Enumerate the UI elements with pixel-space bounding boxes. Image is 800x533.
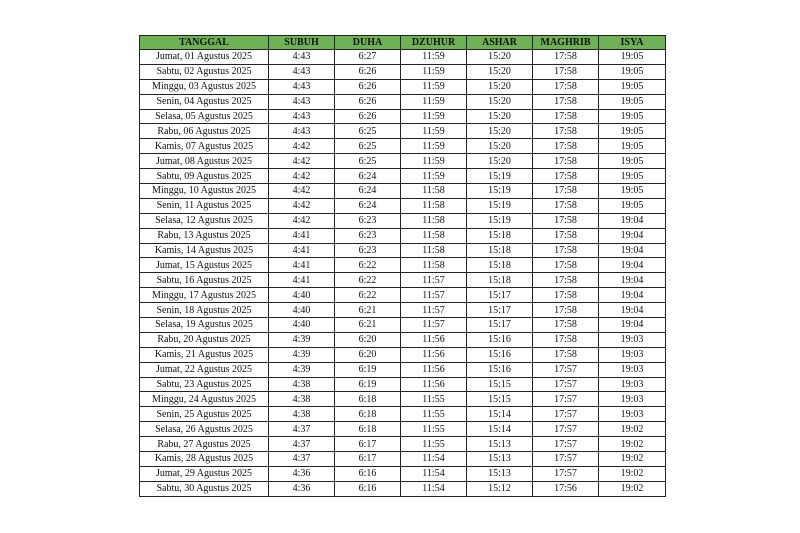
- table-row: [140, 109, 666, 124]
- subuh-cell: 4:38: [269, 377, 335, 392]
- maghrib-cell: 17:57: [533, 392, 599, 407]
- duha-cell: 6:23: [335, 213, 401, 228]
- table-row: [140, 437, 666, 452]
- dzuhur-cell: 11:57: [401, 273, 467, 288]
- subuh-cell: 4:41: [269, 228, 335, 243]
- header-row: [140, 36, 666, 50]
- dzuhur-cell: 11:57: [401, 303, 467, 318]
- ashar-cell: 15:20: [467, 50, 533, 65]
- dzuhur-cell: 11:56: [401, 377, 467, 392]
- subuh-cell: 4:41: [269, 258, 335, 273]
- table-header: [140, 36, 666, 50]
- dzuhur-cell: 11:59: [401, 79, 467, 94]
- maghrib-cell: 17:58: [533, 184, 599, 199]
- duha-cell: 6:26: [335, 79, 401, 94]
- ashar-cell: 15:16: [467, 347, 533, 362]
- isya-cell: 19:03: [599, 377, 666, 392]
- maghrib-cell: 17:58: [533, 154, 599, 169]
- duha-cell: 6:26: [335, 64, 401, 79]
- table-row: [140, 273, 666, 288]
- ashar-cell: 15:14: [467, 407, 533, 422]
- dzuhur-cell: 11:59: [401, 154, 467, 169]
- ashar-cell: 15:16: [467, 362, 533, 377]
- subuh-cell: 4:38: [269, 407, 335, 422]
- duha-cell: 6:18: [335, 407, 401, 422]
- subuh-cell: 4:42: [269, 139, 335, 154]
- table-row: [140, 198, 666, 213]
- duha-cell: 6:17: [335, 452, 401, 467]
- table-row: [140, 258, 666, 273]
- isya-cell: 19:03: [599, 332, 666, 347]
- date-cell: Selasa, 12 Agustus 2025: [140, 213, 269, 228]
- isya-cell: 19:04: [599, 273, 666, 288]
- date-cell: Selasa, 26 Agustus 2025: [140, 422, 269, 437]
- table-row: [140, 303, 666, 318]
- isya-cell: 19:04: [599, 303, 666, 318]
- maghrib-cell: 17:58: [533, 109, 599, 124]
- table-row: [140, 139, 666, 154]
- maghrib-cell: 17:57: [533, 452, 599, 467]
- subuh-cell: 4:42: [269, 198, 335, 213]
- dzuhur-cell: 11:57: [401, 318, 467, 333]
- table-row: [140, 124, 666, 139]
- subuh-cell: 4:42: [269, 154, 335, 169]
- table-row: [140, 50, 666, 65]
- maghrib-cell: 17:57: [533, 422, 599, 437]
- date-cell: Rabu, 27 Agustus 2025: [140, 437, 269, 452]
- maghrib-cell: 17:57: [533, 407, 599, 422]
- subuh-cell: 4:43: [269, 64, 335, 79]
- ashar-cell: 15:18: [467, 273, 533, 288]
- duha-cell: 6:24: [335, 169, 401, 184]
- header-dzuhur: DZUHUR: [401, 36, 467, 50]
- table-row: [140, 407, 666, 422]
- table-row: [140, 94, 666, 109]
- subuh-cell: 4:40: [269, 303, 335, 318]
- isya-cell: 19:05: [599, 198, 666, 213]
- date-cell: Senin, 25 Agustus 2025: [140, 407, 269, 422]
- duha-cell: 6:23: [335, 228, 401, 243]
- isya-cell: 19:05: [599, 50, 666, 65]
- duha-cell: 6:16: [335, 481, 401, 496]
- subuh-cell: 4:39: [269, 347, 335, 362]
- ashar-cell: 15:20: [467, 94, 533, 109]
- duha-cell: 6:26: [335, 94, 401, 109]
- dzuhur-cell: 11:58: [401, 198, 467, 213]
- ashar-cell: 15:20: [467, 109, 533, 124]
- date-cell: Selasa, 19 Agustus 2025: [140, 318, 269, 333]
- maghrib-cell: 17:57: [533, 437, 599, 452]
- ashar-cell: 15:16: [467, 332, 533, 347]
- duha-cell: 6:22: [335, 258, 401, 273]
- date-cell: Jumat, 08 Agustus 2025: [140, 154, 269, 169]
- isya-cell: 19:05: [599, 79, 666, 94]
- header-maghrib: MAGHRIB: [533, 36, 599, 50]
- maghrib-cell: 17:58: [533, 79, 599, 94]
- dzuhur-cell: 11:55: [401, 437, 467, 452]
- isya-cell: 19:04: [599, 258, 666, 273]
- table-row: [140, 362, 666, 377]
- ashar-cell: 15:17: [467, 303, 533, 318]
- dzuhur-cell: 11:58: [401, 184, 467, 199]
- duha-cell: 6:25: [335, 139, 401, 154]
- date-cell: Jumat, 29 Agustus 2025: [140, 466, 269, 481]
- date-cell: Sabtu, 09 Agustus 2025: [140, 169, 269, 184]
- date-cell: Senin, 11 Agustus 2025: [140, 198, 269, 213]
- date-cell: Minggu, 10 Agustus 2025: [140, 184, 269, 199]
- duha-cell: 6:18: [335, 392, 401, 407]
- dzuhur-cell: 11:59: [401, 139, 467, 154]
- duha-cell: 6:20: [335, 332, 401, 347]
- isya-cell: 19:05: [599, 169, 666, 184]
- dzuhur-cell: 11:54: [401, 466, 467, 481]
- header-tanggal: TANGGAL: [140, 36, 269, 50]
- subuh-cell: 4:37: [269, 452, 335, 467]
- duha-cell: 6:20: [335, 347, 401, 362]
- subuh-cell: 4:40: [269, 318, 335, 333]
- isya-cell: 19:02: [599, 452, 666, 467]
- maghrib-cell: 17:58: [533, 303, 599, 318]
- maghrib-cell: 17:56: [533, 481, 599, 496]
- table-row: [140, 332, 666, 347]
- isya-cell: 19:03: [599, 347, 666, 362]
- ashar-cell: 15:13: [467, 452, 533, 467]
- ashar-cell: 15:14: [467, 422, 533, 437]
- ashar-cell: 15:20: [467, 64, 533, 79]
- maghrib-cell: 17:57: [533, 377, 599, 392]
- maghrib-cell: 17:58: [533, 213, 599, 228]
- ashar-cell: 15:17: [467, 288, 533, 303]
- table-row: [140, 169, 666, 184]
- duha-cell: 6:27: [335, 50, 401, 65]
- dzuhur-cell: 11:58: [401, 228, 467, 243]
- subuh-cell: 4:42: [269, 184, 335, 199]
- maghrib-cell: 17:58: [533, 169, 599, 184]
- subuh-cell: 4:39: [269, 332, 335, 347]
- header-ashar: ASHAR: [467, 36, 533, 50]
- subuh-cell: 4:42: [269, 169, 335, 184]
- isya-cell: 19:04: [599, 318, 666, 333]
- subuh-cell: 4:40: [269, 288, 335, 303]
- ashar-cell: 15:18: [467, 243, 533, 258]
- date-cell: Minggu, 03 Agustus 2025: [140, 79, 269, 94]
- isya-cell: 19:04: [599, 228, 666, 243]
- table-row: [140, 392, 666, 407]
- date-cell: Jumat, 22 Agustus 2025: [140, 362, 269, 377]
- dzuhur-cell: 11:55: [401, 422, 467, 437]
- ashar-cell: 15:20: [467, 124, 533, 139]
- dzuhur-cell: 11:54: [401, 481, 467, 496]
- date-cell: Kamis, 07 Agustus 2025: [140, 139, 269, 154]
- maghrib-cell: 17:58: [533, 258, 599, 273]
- date-cell: Rabu, 20 Agustus 2025: [140, 332, 269, 347]
- subuh-cell: 4:38: [269, 392, 335, 407]
- duha-cell: 6:25: [335, 124, 401, 139]
- subuh-cell: 4:41: [269, 273, 335, 288]
- maghrib-cell: 17:58: [533, 243, 599, 258]
- maghrib-cell: 17:58: [533, 228, 599, 243]
- ashar-cell: 15:19: [467, 184, 533, 199]
- table-row: [140, 318, 666, 333]
- maghrib-cell: 17:58: [533, 318, 599, 333]
- date-cell: Kamis, 14 Agustus 2025: [140, 243, 269, 258]
- date-cell: Rabu, 06 Agustus 2025: [140, 124, 269, 139]
- isya-cell: 19:04: [599, 288, 666, 303]
- table-row: [140, 347, 666, 362]
- dzuhur-cell: 11:56: [401, 347, 467, 362]
- ashar-cell: 15:19: [467, 169, 533, 184]
- duha-cell: 6:21: [335, 318, 401, 333]
- isya-cell: 19:05: [599, 124, 666, 139]
- isya-cell: 19:02: [599, 437, 666, 452]
- duha-cell: 6:18: [335, 422, 401, 437]
- ashar-cell: 15:18: [467, 228, 533, 243]
- duha-cell: 6:24: [335, 184, 401, 199]
- duha-cell: 6:24: [335, 198, 401, 213]
- ashar-cell: 15:20: [467, 154, 533, 169]
- duha-cell: 6:16: [335, 466, 401, 481]
- isya-cell: 19:02: [599, 481, 666, 496]
- isya-cell: 19:03: [599, 362, 666, 377]
- table-row: [140, 288, 666, 303]
- ashar-cell: 15:20: [467, 139, 533, 154]
- duha-cell: 6:25: [335, 154, 401, 169]
- table-row: [140, 422, 666, 437]
- header-isya: ISYA: [599, 36, 666, 50]
- header-subuh: SUBUH: [269, 36, 335, 50]
- table-row: [140, 213, 666, 228]
- table-row: [140, 184, 666, 199]
- subuh-cell: 4:43: [269, 94, 335, 109]
- date-cell: Selasa, 05 Agustus 2025: [140, 109, 269, 124]
- subuh-cell: 4:36: [269, 481, 335, 496]
- ashar-cell: 15:13: [467, 437, 533, 452]
- date-cell: Sabtu, 30 Agustus 2025: [140, 481, 269, 496]
- date-cell: Rabu, 13 Agustus 2025: [140, 228, 269, 243]
- duha-cell: 6:22: [335, 273, 401, 288]
- ashar-cell: 15:20: [467, 79, 533, 94]
- maghrib-cell: 17:58: [533, 198, 599, 213]
- ashar-cell: 15:15: [467, 392, 533, 407]
- isya-cell: 19:05: [599, 154, 666, 169]
- dzuhur-cell: 11:58: [401, 243, 467, 258]
- subuh-cell: 4:43: [269, 79, 335, 94]
- subuh-cell: 4:43: [269, 50, 335, 65]
- maghrib-cell: 17:58: [533, 288, 599, 303]
- dzuhur-cell: 11:57: [401, 288, 467, 303]
- subuh-cell: 4:42: [269, 213, 335, 228]
- maghrib-cell: 17:58: [533, 332, 599, 347]
- prayer-schedule-table: [139, 35, 666, 497]
- table-row: [140, 79, 666, 94]
- dzuhur-cell: 11:58: [401, 258, 467, 273]
- ashar-cell: 15:15: [467, 377, 533, 392]
- ashar-cell: 15:19: [467, 213, 533, 228]
- table-body: [140, 50, 666, 497]
- duha-cell: 6:21: [335, 303, 401, 318]
- dzuhur-cell: 11:56: [401, 362, 467, 377]
- table-row: [140, 228, 666, 243]
- subuh-cell: 4:43: [269, 109, 335, 124]
- ashar-cell: 15:19: [467, 198, 533, 213]
- table-row: [140, 154, 666, 169]
- maghrib-cell: 17:58: [533, 124, 599, 139]
- isya-cell: 19:05: [599, 109, 666, 124]
- isya-cell: 19:03: [599, 392, 666, 407]
- isya-cell: 19:05: [599, 139, 666, 154]
- dzuhur-cell: 11:59: [401, 94, 467, 109]
- maghrib-cell: 17:57: [533, 362, 599, 377]
- table-row: [140, 64, 666, 79]
- dzuhur-cell: 11:59: [401, 50, 467, 65]
- date-cell: Kamis, 21 Agustus 2025: [140, 347, 269, 362]
- maghrib-cell: 17:58: [533, 139, 599, 154]
- date-cell: Sabtu, 02 Agustus 2025: [140, 64, 269, 79]
- dzuhur-cell: 11:59: [401, 169, 467, 184]
- isya-cell: 19:04: [599, 243, 666, 258]
- duha-cell: 6:22: [335, 288, 401, 303]
- subuh-cell: 4:39: [269, 362, 335, 377]
- dzuhur-cell: 11:55: [401, 392, 467, 407]
- duha-cell: 6:23: [335, 243, 401, 258]
- maghrib-cell: 17:58: [533, 94, 599, 109]
- dzuhur-cell: 11:59: [401, 124, 467, 139]
- dzuhur-cell: 11:54: [401, 452, 467, 467]
- subuh-cell: 4:37: [269, 422, 335, 437]
- ashar-cell: 15:13: [467, 466, 533, 481]
- subuh-cell: 4:37: [269, 437, 335, 452]
- duha-cell: 6:19: [335, 377, 401, 392]
- table-row: [140, 466, 666, 481]
- dzuhur-cell: 11:55: [401, 407, 467, 422]
- maghrib-cell: 17:57: [533, 466, 599, 481]
- date-cell: Minggu, 24 Agustus 2025: [140, 392, 269, 407]
- dzuhur-cell: 11:56: [401, 332, 467, 347]
- isya-cell: 19:04: [599, 213, 666, 228]
- ashar-cell: 15:12: [467, 481, 533, 496]
- date-cell: Jumat, 15 Agustus 2025: [140, 258, 269, 273]
- date-cell: Sabtu, 16 Agustus 2025: [140, 273, 269, 288]
- date-cell: Jumat, 01 Agustus 2025: [140, 50, 269, 65]
- dzuhur-cell: 11:59: [401, 109, 467, 124]
- isya-cell: 19:05: [599, 184, 666, 199]
- date-cell: Senin, 04 Agustus 2025: [140, 94, 269, 109]
- isya-cell: 19:02: [599, 422, 666, 437]
- isya-cell: 19:02: [599, 466, 666, 481]
- ashar-cell: 15:17: [467, 318, 533, 333]
- duha-cell: 6:19: [335, 362, 401, 377]
- date-cell: Minggu, 17 Agustus 2025: [140, 288, 269, 303]
- maghrib-cell: 17:58: [533, 64, 599, 79]
- header-duha: DUHA: [335, 36, 401, 50]
- table-row: [140, 452, 666, 467]
- duha-cell: 6:26: [335, 109, 401, 124]
- isya-cell: 19:03: [599, 407, 666, 422]
- subuh-cell: 4:41: [269, 243, 335, 258]
- table-row: [140, 377, 666, 392]
- ashar-cell: 15:18: [467, 258, 533, 273]
- date-cell: Kamis, 28 Agustus 2025: [140, 452, 269, 467]
- date-cell: Senin, 18 Agustus 2025: [140, 303, 269, 318]
- table-row: [140, 481, 666, 496]
- duha-cell: 6:17: [335, 437, 401, 452]
- subuh-cell: 4:43: [269, 124, 335, 139]
- isya-cell: 19:05: [599, 94, 666, 109]
- dzuhur-cell: 11:58: [401, 213, 467, 228]
- isya-cell: 19:05: [599, 64, 666, 79]
- date-cell: Sabtu, 23 Agustus 2025: [140, 377, 269, 392]
- subuh-cell: 4:36: [269, 466, 335, 481]
- maghrib-cell: 17:58: [533, 50, 599, 65]
- table-row: [140, 243, 666, 258]
- maghrib-cell: 17:58: [533, 273, 599, 288]
- maghrib-cell: 17:58: [533, 347, 599, 362]
- dzuhur-cell: 11:59: [401, 64, 467, 79]
